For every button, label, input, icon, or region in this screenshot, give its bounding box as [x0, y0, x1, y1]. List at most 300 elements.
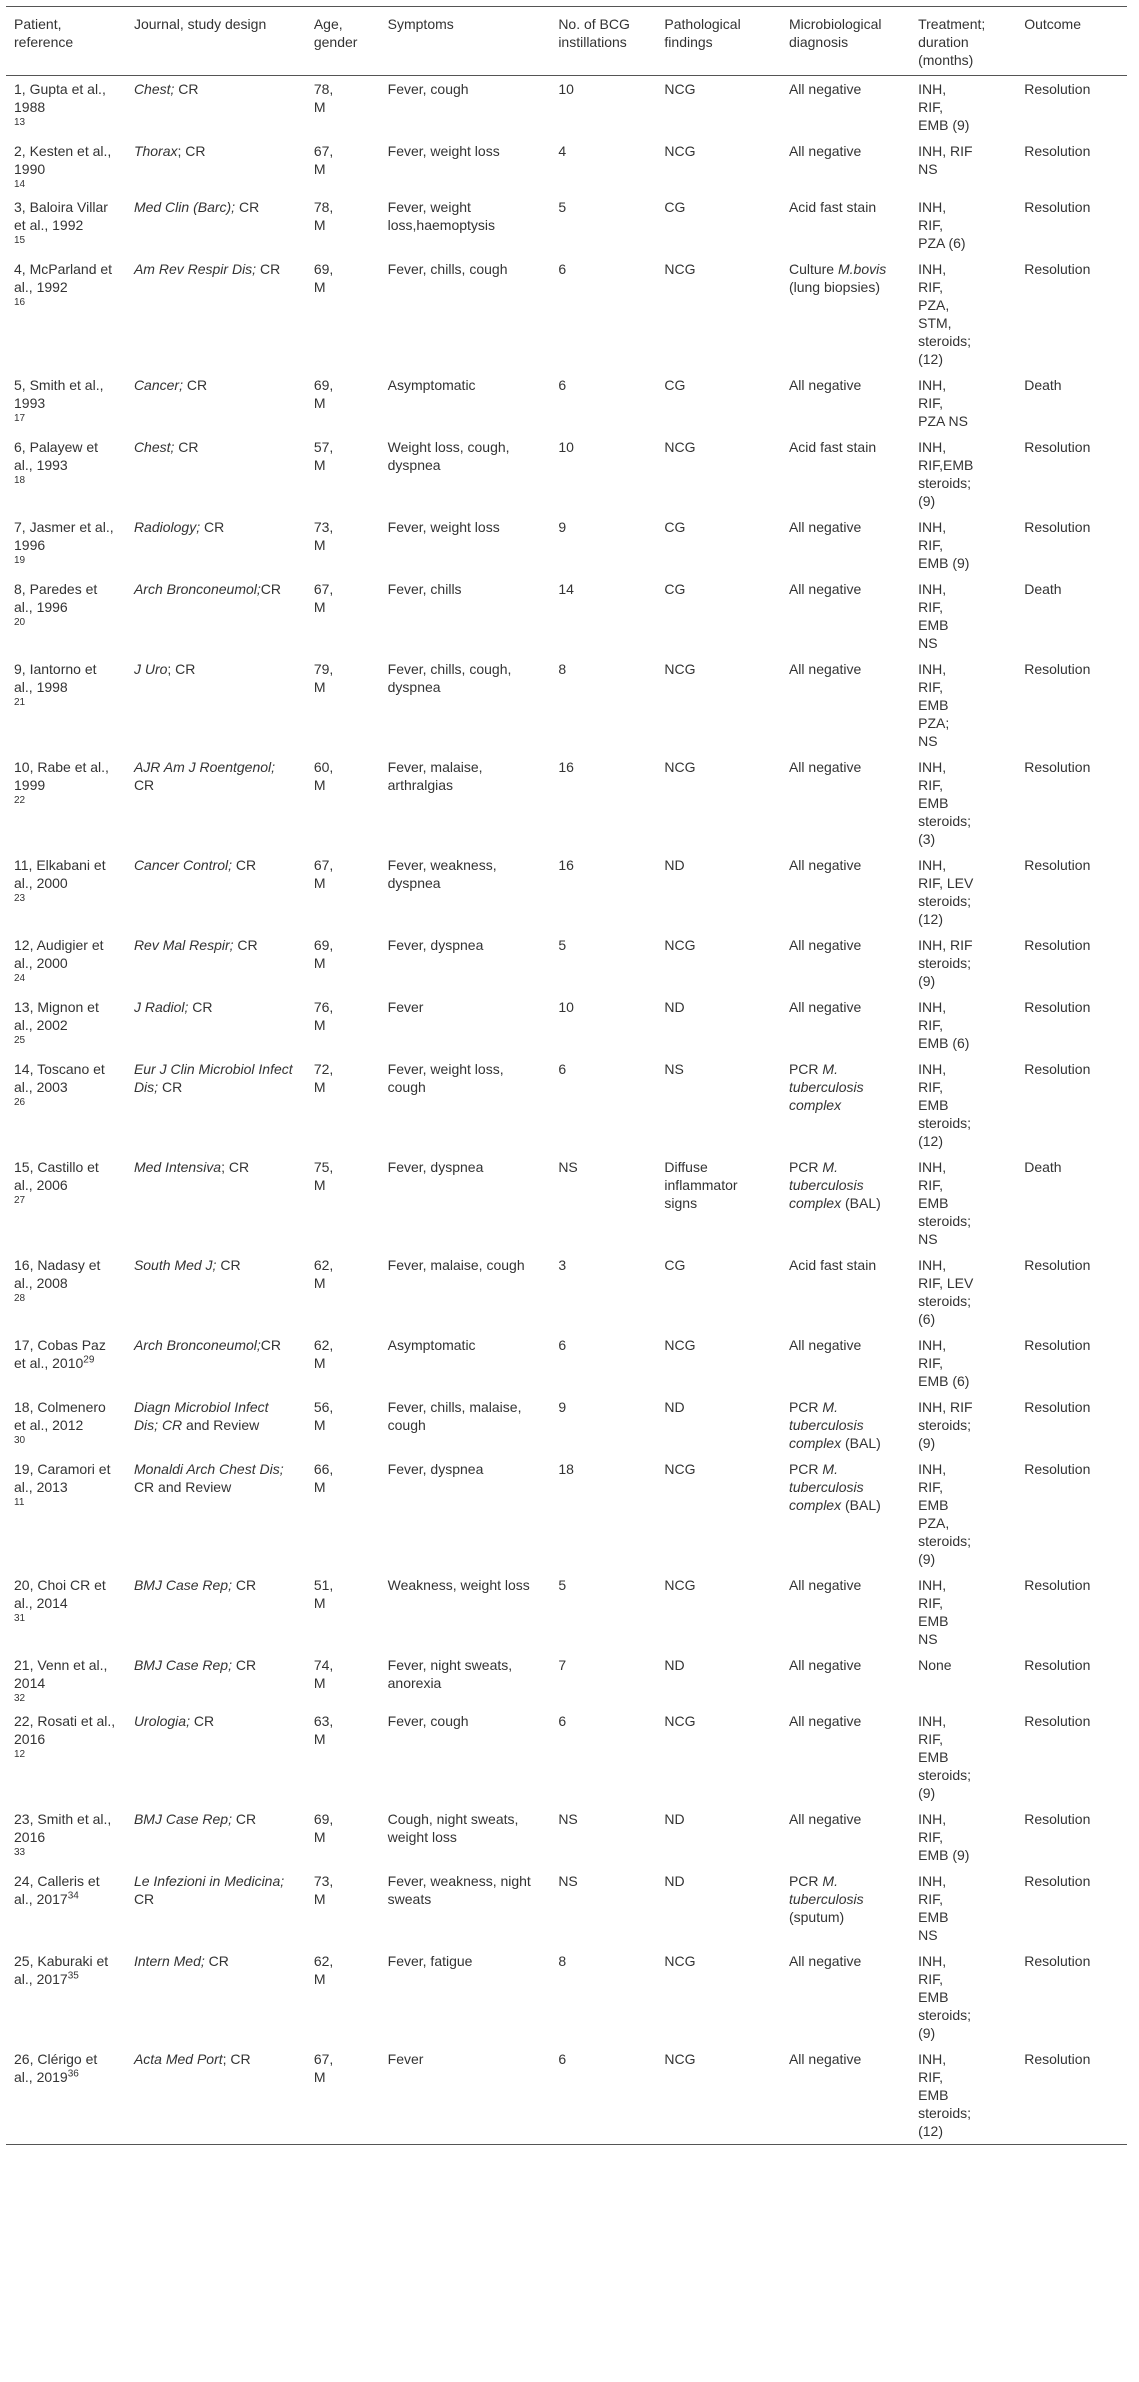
- micro-text: All negative: [788, 857, 862, 873]
- micro-text: PCR: [788, 1061, 823, 1077]
- reference-number: 27: [14, 1195, 26, 1206]
- table-row: [6, 1394, 1127, 1456]
- journal-name: Diagn Microbiol Infect Dis; CR: [133, 1399, 269, 1433]
- pathology-cell: ND: [664, 999, 685, 1015]
- micro-text: All negative: [788, 2051, 862, 2067]
- micro-text: Acid fast stain: [788, 439, 877, 455]
- journal-cell: [126, 1332, 306, 1394]
- treatment-cell: INH, RIF steroids; (9): [918, 937, 973, 989]
- journal-name: Le Infezioni in Medicina;: [133, 1873, 285, 1889]
- outcome-cell: Resolution: [1024, 143, 1091, 159]
- treatment-cell: INH, RIF, EMB (6): [918, 999, 970, 1051]
- symptoms-cell: Fever, cough: [387, 81, 469, 97]
- outcome-cell: Resolution: [1024, 1577, 1091, 1593]
- micro-text: All negative: [788, 759, 862, 775]
- treatment-cell: INH, RIF NS: [918, 143, 973, 177]
- patient-reference: 5, Smith et al., 1993: [14, 377, 104, 411]
- micro-text: Acid fast stain: [788, 1257, 877, 1273]
- patient-reference: 19, Caramori et al., 2013: [14, 1461, 111, 1495]
- patient-reference: 11, Elkabani et al., 2000: [14, 857, 106, 891]
- patient-reference: 6, Palayew et al., 1993: [14, 439, 99, 473]
- microbiology-cell: [781, 1154, 910, 1252]
- micro-text: All negative: [788, 377, 862, 393]
- treatment-cell: INH, RIF, EMB steroids; (12): [918, 2051, 972, 2139]
- header-treatment: Treatment; duration (months): [918, 16, 986, 68]
- microbiology-cell: [781, 1252, 910, 1332]
- study-design: CR: [188, 999, 213, 1015]
- microbiology-cell: [781, 194, 910, 256]
- journal-name: Med Intensiva: [133, 1159, 222, 1175]
- patient-reference: 25, Kaburaki et al., 2017: [14, 1953, 109, 1987]
- table-row: [6, 1948, 1127, 2046]
- micro-organism: M. tuberculosis complex: [788, 1399, 864, 1451]
- table-container: [6, 6, 1127, 2145]
- patient-reference: 12, Audigier et al., 2000: [14, 937, 104, 971]
- microbiology-cell: [781, 256, 910, 372]
- bcg-instillations-cell: 6: [558, 377, 567, 393]
- reference-number: 22: [14, 795, 26, 806]
- microbiology-cell: [781, 1394, 910, 1456]
- pathology-cell: ND: [664, 857, 685, 873]
- journal-cell: [126, 754, 306, 852]
- journal-name: Intern Med;: [133, 1953, 205, 1969]
- study-design: CR: [200, 519, 225, 535]
- study-design: CR: [133, 777, 155, 793]
- bcg-instillations-cell: 6: [558, 261, 567, 277]
- header-microbiology: Microbiological diagnosis: [788, 16, 882, 50]
- journal-cell: [126, 1154, 306, 1252]
- reference-number: 14: [14, 179, 26, 190]
- symptoms-cell: Fever, cough: [387, 1713, 469, 1729]
- header-pathology: Pathological findings: [664, 16, 741, 50]
- age-gender-cell: 73, M: [313, 1873, 334, 1907]
- journal-cell: [126, 1652, 306, 1708]
- study-design: CR: [231, 1811, 257, 1827]
- journal-name: Med Clin (Barc);: [133, 199, 236, 215]
- table-row: [6, 256, 1127, 372]
- age-gender-cell: 67, M: [313, 857, 334, 891]
- bcg-instillations-cell: 18: [558, 1461, 574, 1477]
- bcg-instillations-cell: 4: [558, 143, 567, 159]
- bcg-instillations-cell: NS: [558, 1811, 578, 1827]
- study-design: CR: [260, 1337, 282, 1353]
- journal-name: Radiology;: [133, 519, 201, 535]
- symptoms-cell: Fever, weight loss: [387, 519, 500, 535]
- pathology-cell: NCG: [664, 2051, 696, 2067]
- patient-cell: [6, 754, 126, 852]
- table-row: [6, 994, 1127, 1056]
- pathology-cell: ND: [664, 1811, 685, 1827]
- outcome-cell: Resolution: [1024, 1811, 1091, 1827]
- symptoms-cell: Fever: [387, 999, 424, 1015]
- microbiology-cell: [781, 852, 910, 932]
- symptoms-cell: Weakness, weight loss: [387, 1577, 530, 1593]
- symptoms-cell: Cough, night sweats, weight loss: [387, 1811, 519, 1845]
- treatment-cell: INH, RIF, LEV steroids; (6): [918, 1257, 974, 1327]
- reference-number: 19: [14, 555, 26, 566]
- micro-text: All negative: [788, 519, 862, 535]
- age-gender-cell: 67, M: [313, 2051, 334, 2085]
- study-design: ; CR: [177, 143, 206, 159]
- treatment-cell: INH, RIF, EMB NS: [918, 581, 949, 651]
- reference-number: 24: [14, 973, 26, 984]
- microbiology-cell: [781, 994, 910, 1056]
- micro-sample: (BAL): [841, 1435, 881, 1451]
- patient-reference: 26, Clérigo et al., 2019: [14, 2051, 98, 2085]
- patient-cell: [6, 1572, 126, 1652]
- micro-text: All negative: [788, 999, 862, 1015]
- micro-text: All negative: [788, 1953, 862, 1969]
- bcg-instillations-cell: 9: [558, 519, 567, 535]
- age-gender-cell: 62, M: [313, 1953, 334, 1987]
- patient-reference: 24, Calleris et al., 2017: [14, 1873, 100, 1907]
- patient-cell: [6, 76, 126, 139]
- journal-cell: [126, 194, 306, 256]
- patient-cell: [6, 1456, 126, 1572]
- micro-sample: (BAL): [841, 1195, 881, 1211]
- table-row: [6, 656, 1127, 754]
- outcome-cell: Resolution: [1024, 857, 1091, 873]
- outcome-cell: Death: [1024, 377, 1062, 393]
- micro-text: PCR: [788, 1159, 823, 1175]
- reference-number: 32: [14, 1693, 26, 1704]
- outcome-cell: Resolution: [1024, 81, 1091, 97]
- patient-reference: 15, Castillo et al., 2006: [14, 1159, 99, 1193]
- pathology-cell: NCG: [664, 661, 696, 677]
- journal-cell: [126, 1806, 306, 1868]
- study-design: CR: [231, 1577, 257, 1593]
- bcg-instillations-cell: 5: [558, 1577, 567, 1593]
- journal-name: South Med J;: [133, 1257, 217, 1273]
- pathology-cell: Diffuse inflammator signs: [664, 1159, 738, 1211]
- age-gender-cell: 51, M: [313, 1577, 334, 1611]
- symptoms-cell: Fever: [387, 2051, 424, 2067]
- journal-cell: [126, 994, 306, 1056]
- table-row: [6, 372, 1127, 434]
- age-gender-cell: 62, M: [313, 1257, 334, 1291]
- micro-organism: M. tuberculosis complex: [788, 1461, 864, 1513]
- table-row: [6, 1456, 1127, 1572]
- pathology-cell: NCG: [664, 81, 696, 97]
- pathology-cell: ND: [664, 1657, 685, 1673]
- micro-text: All negative: [788, 937, 862, 953]
- symptoms-cell: Fever, weight loss,haemoptysis: [387, 199, 496, 233]
- table-row: [6, 576, 1127, 656]
- journal-cell: [126, 2046, 306, 2145]
- micro-text: All negative: [788, 1811, 862, 1827]
- table-row: [6, 932, 1127, 994]
- patient-cell: [6, 194, 126, 256]
- bcg-instillations-cell: 16: [558, 857, 574, 873]
- treatment-cell: INH, RIF, EMB steroids; NS: [918, 1159, 972, 1247]
- journal-cell: [126, 1394, 306, 1456]
- study-design: CR: [158, 1079, 183, 1095]
- header-patient: Patient, reference: [14, 16, 74, 50]
- study-design: CR: [231, 1657, 257, 1673]
- study-design: CR: [260, 581, 282, 597]
- micro-sample: (lung biopsies): [788, 279, 881, 295]
- header-row: [6, 7, 1127, 76]
- age-gender-cell: 76, M: [313, 999, 334, 1033]
- patient-reference: 3, Baloira Villar et al., 1992: [14, 199, 108, 233]
- journal-cell: [126, 514, 306, 576]
- age-gender-cell: 69, M: [313, 261, 334, 295]
- patient-reference: 13, Mignon et al., 2002: [14, 999, 99, 1033]
- age-gender-cell: 78, M: [313, 199, 334, 233]
- study-design: CR: [182, 377, 208, 393]
- outcome-cell: Resolution: [1024, 1873, 1091, 1889]
- journal-name: Chest;: [133, 81, 175, 97]
- bcg-instillations-cell: 10: [558, 999, 574, 1015]
- bcg-instillations-cell: 9: [558, 1399, 567, 1415]
- patient-cell: [6, 1056, 126, 1154]
- micro-text: All negative: [788, 1577, 862, 1593]
- bcg-instillations-cell: 8: [558, 661, 567, 677]
- journal-name: J Uro: [133, 661, 168, 677]
- patient-reference: 14, Toscano et al., 2003: [14, 1061, 105, 1095]
- header-outcome: Outcome: [1024, 16, 1082, 32]
- age-gender-cell: 74, M: [313, 1657, 334, 1691]
- patient-reference: 17, Cobas Paz et al., 2010: [14, 1337, 106, 1371]
- pathology-cell: CG: [664, 1257, 686, 1273]
- age-gender-cell: 78, M: [313, 81, 334, 115]
- microbiology-cell: [781, 76, 910, 139]
- outcome-cell: Resolution: [1024, 1257, 1091, 1273]
- treatment-cell: INH, RIF, PZA NS: [918, 377, 968, 429]
- reference-number: 26: [14, 1097, 26, 1108]
- table-row: [6, 1154, 1127, 1252]
- patient-reference: 21, Venn et al., 2014: [14, 1657, 108, 1691]
- age-gender-cell: 69, M: [313, 1811, 334, 1845]
- pathology-cell: NCG: [664, 759, 696, 775]
- outcome-cell: Resolution: [1024, 1953, 1091, 1969]
- journal-cell: [126, 656, 306, 754]
- patient-reference: 4, McParland et al., 1992: [14, 261, 113, 295]
- reference-number: 18: [14, 475, 26, 486]
- treatment-cell: INH, RIF, EMB steroids; (12): [918, 1061, 972, 1149]
- journal-name: BMJ Case Rep;: [133, 1811, 232, 1827]
- micro-text: PCR: [788, 1873, 823, 1889]
- pathology-cell: NCG: [664, 1953, 696, 1969]
- patient-cell: [6, 1948, 126, 2046]
- patient-cell: [6, 434, 126, 514]
- journal-name: Thorax: [133, 143, 178, 159]
- treatment-cell: None: [918, 1657, 952, 1673]
- journal-cell: [126, 1572, 306, 1652]
- journal-cell: [126, 1456, 306, 1572]
- symptoms-cell: Fever, dyspnea: [387, 937, 484, 953]
- bcg-instillations-cell: 3: [558, 1257, 567, 1273]
- table-row: [6, 2046, 1127, 2145]
- age-gender-cell: 67, M: [313, 143, 334, 177]
- journal-name: J Radiol;: [133, 999, 189, 1015]
- age-gender-cell: 56, M: [313, 1399, 334, 1433]
- journal-name: Eur J Clin Microbiol Infect Dis;: [133, 1061, 293, 1095]
- patient-reference: 8, Paredes et al., 1996: [14, 581, 98, 615]
- micro-organism: M.bovis: [837, 261, 887, 277]
- micro-text: PCR: [788, 1399, 823, 1415]
- table-row: [6, 852, 1127, 932]
- patient-cell: [6, 1394, 126, 1456]
- pathology-cell: ND: [664, 1399, 685, 1415]
- patient-reference: 2, Kesten et al., 1990: [14, 143, 112, 177]
- microbiology-cell: [781, 754, 910, 852]
- microbiology-cell: [781, 1806, 910, 1868]
- patient-cell: [6, 1252, 126, 1332]
- table-row: [6, 434, 1127, 514]
- treatment-cell: INH, RIF, EMB NS: [918, 1577, 949, 1647]
- symptoms-cell: Fever, chills, malaise, cough: [387, 1399, 522, 1433]
- microbiology-cell: [781, 2046, 910, 2145]
- journal-name: Chest;: [133, 439, 175, 455]
- age-gender-cell: 57, M: [313, 439, 334, 473]
- table-row: [6, 754, 1127, 852]
- header-symptoms: Symptoms: [387, 16, 454, 32]
- microbiology-cell: [781, 932, 910, 994]
- micro-text: Culture: [788, 261, 838, 277]
- micro-text: All negative: [788, 1337, 862, 1353]
- journal-name: Rev Mal Respir;: [133, 937, 234, 953]
- bcg-instillations-cell: 7: [558, 1657, 567, 1673]
- journal-name: Monaldi Arch Chest Dis;: [133, 1461, 284, 1477]
- patient-reference: 7, Jasmer et al., 1996: [14, 519, 114, 553]
- study-design: CR: [235, 199, 260, 215]
- treatment-cell: INH, RIF, EMB steroids; (9): [918, 1713, 972, 1801]
- journal-cell: [126, 852, 306, 932]
- micro-text: PCR: [788, 1461, 823, 1477]
- microbiology-cell: [781, 434, 910, 514]
- micro-text: All negative: [788, 1713, 862, 1729]
- treatment-cell: INH, RIF, EMB (9): [918, 81, 970, 133]
- journal-name: Arch Bronconeumol;: [133, 1337, 261, 1353]
- study-design: CR and Review: [133, 1479, 232, 1495]
- symptoms-cell: Weight loss, cough, dyspnea: [387, 439, 510, 473]
- table-row: [6, 1708, 1127, 1806]
- table-header: [6, 7, 1127, 76]
- symptoms-cell: Asymptomatic: [387, 377, 476, 393]
- age-gender-cell: 60, M: [313, 759, 334, 793]
- pathology-cell: NCG: [664, 937, 696, 953]
- patient-reference: 1, Gupta et al., 1988: [14, 81, 106, 115]
- outcome-cell: Resolution: [1024, 999, 1091, 1015]
- patient-cell: [6, 656, 126, 754]
- study-design: and Review: [182, 1417, 260, 1433]
- table-row: [6, 76, 1127, 139]
- symptoms-cell: Fever, dyspnea: [387, 1159, 484, 1175]
- age-gender-cell: 69, M: [313, 937, 334, 971]
- pathology-cell: NCG: [664, 1713, 696, 1729]
- reference-number: 29: [83, 1354, 95, 1366]
- table-row: [6, 1252, 1127, 1332]
- pathology-cell: NS: [664, 1061, 684, 1077]
- age-gender-cell: 69, M: [313, 377, 334, 411]
- symptoms-cell: Fever, weakness, night sweats: [387, 1873, 531, 1907]
- patient-cell: [6, 1868, 126, 1948]
- journal-cell: [126, 1948, 306, 2046]
- patient-cell: [6, 372, 126, 434]
- symptoms-cell: Fever, chills, cough: [387, 261, 508, 277]
- patient-cell: [6, 1806, 126, 1868]
- reference-number: 11: [14, 1497, 25, 1508]
- journal-cell: [126, 932, 306, 994]
- reference-number: 13: [14, 117, 26, 128]
- study-design: CR: [189, 1713, 215, 1729]
- reference-number: 36: [67, 2068, 79, 2080]
- table-row: [6, 1868, 1127, 1948]
- treatment-cell: INH, RIF, EMB NS: [918, 1873, 949, 1943]
- reference-number: 33: [14, 1847, 26, 1858]
- journal-cell: [126, 372, 306, 434]
- outcome-cell: Resolution: [1024, 1061, 1091, 1077]
- study-design: CR: [233, 937, 258, 953]
- micro-organism: M. tuberculosis complex: [788, 1061, 864, 1113]
- patient-cell: [6, 2046, 126, 2145]
- age-gender-cell: 73, M: [313, 519, 334, 553]
- outcome-cell: Resolution: [1024, 439, 1091, 455]
- study-design: CR: [174, 439, 199, 455]
- microbiology-cell: [781, 138, 910, 194]
- microbiology-cell: [781, 514, 910, 576]
- patient-cell: [6, 1708, 126, 1806]
- table-row: [6, 1332, 1127, 1394]
- reference-number: 15: [14, 235, 26, 246]
- patient-cell: [6, 932, 126, 994]
- patient-reference: 20, Choi CR et al., 2014: [14, 1577, 106, 1611]
- header-bcg: No. of BCG instillations: [558, 16, 630, 50]
- treatment-cell: INH, RIF, PZA (6): [918, 199, 966, 251]
- microbiology-cell: [781, 1708, 910, 1806]
- header-journal: Journal, study design: [133, 16, 267, 32]
- bcg-instillations-cell: 10: [558, 439, 574, 455]
- patient-reference: 22, Rosati et al., 2016: [14, 1713, 116, 1747]
- micro-organism: M. tuberculosis complex: [788, 1159, 864, 1211]
- microbiology-cell: [781, 1332, 910, 1394]
- reference-number: 31: [14, 1613, 26, 1624]
- outcome-cell: Death: [1024, 1159, 1062, 1175]
- outcome-cell: Resolution: [1024, 1713, 1091, 1729]
- patient-reference: 23, Smith et al., 2016: [14, 1811, 112, 1845]
- journal-cell: [126, 256, 306, 372]
- study-design: CR: [216, 1257, 241, 1273]
- bcg-instillations-cell: 10: [558, 81, 574, 97]
- journal-cell: [126, 576, 306, 656]
- outcome-cell: Resolution: [1024, 661, 1091, 677]
- age-gender-cell: 66, M: [313, 1461, 334, 1495]
- outcome-cell: Death: [1024, 581, 1062, 597]
- journal-name: Urologia;: [133, 1713, 190, 1729]
- reference-number: 12: [14, 1749, 26, 1760]
- age-gender-cell: 63, M: [313, 1713, 334, 1747]
- reference-number: 17: [14, 413, 26, 424]
- bcg-instillations-cell: 6: [558, 1061, 567, 1077]
- patient-cell: [6, 514, 126, 576]
- pathology-cell: CG: [664, 199, 686, 215]
- table-row: [6, 194, 1127, 256]
- microbiology-cell: [781, 1572, 910, 1652]
- journal-name: Cancer;: [133, 377, 183, 393]
- outcome-cell: Resolution: [1024, 261, 1091, 277]
- symptoms-cell: Fever, weakness, dyspnea: [387, 857, 497, 891]
- journal-name: AJR Am J Roentgenol;: [133, 759, 276, 775]
- micro-text: All negative: [788, 661, 862, 677]
- table-row: [6, 1806, 1127, 1868]
- age-gender-cell: 75, M: [313, 1159, 334, 1193]
- symptoms-cell: Asymptomatic: [387, 1337, 476, 1353]
- age-gender-cell: 79, M: [313, 661, 334, 695]
- outcome-cell: Resolution: [1024, 937, 1091, 953]
- patient-cell: [6, 256, 126, 372]
- treatment-cell: INH, RIF, PZA, STM, steroids; (12): [918, 261, 972, 367]
